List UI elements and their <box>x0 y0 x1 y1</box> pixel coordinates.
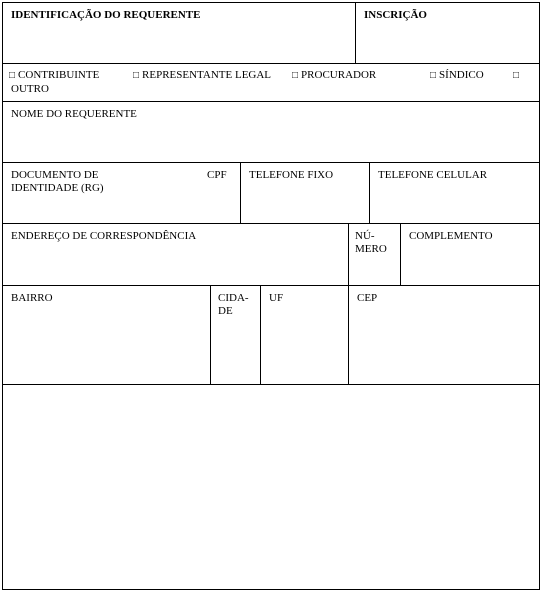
option-procurador[interactable]: □ PROCURADOR <box>292 69 377 81</box>
checkbox-icon: □ <box>292 70 299 81</box>
complemento-field[interactable]: COMPLEMENTO <box>409 230 493 242</box>
requester-identification-form <box>2 2 540 590</box>
option-representante-legal[interactable]: □ REPRESENTANTE LEGAL <box>133 69 272 81</box>
endereco-field[interactable]: ENDEREÇO DE CORRESPONDÊNCIA <box>11 230 197 242</box>
checkbox-icon: □ <box>9 70 16 81</box>
checkbox-icon: □ <box>430 70 437 81</box>
nome-field[interactable]: NOME DO REQUERENTE <box>11 108 137 120</box>
row-divider <box>3 63 539 64</box>
option-sindico[interactable]: □ SÍNDICO <box>430 69 484 81</box>
cep-field[interactable]: CEP <box>357 292 378 304</box>
option-outro-label: OUTRO <box>11 83 49 95</box>
option-outro-checkbox[interactable] <box>513 69 522 81</box>
option-contribuinte[interactable]: □ CONTRIBUINTE <box>9 69 100 81</box>
uf-field[interactable]: UF <box>269 292 284 304</box>
checkbox-icon: □ <box>133 70 140 81</box>
cpf-field[interactable]: CPF <box>207 169 227 181</box>
telefone-fixo-field[interactable]: TELEFONE FIXO <box>249 169 334 181</box>
checkbox-icon: □ <box>513 70 520 81</box>
numero-field[interactable]: NÚ-MERO <box>355 230 387 255</box>
section-title: IDENTIFICAÇÃO DO REQUERENTE <box>11 9 201 21</box>
documento-field[interactable]: DOCUMENTO DE IDENTIDADE (RG) <box>11 169 104 194</box>
cidade-field[interactable]: CIDA-DE <box>218 292 249 317</box>
telefone-celular-field[interactable]: TELEFONE CELULAR <box>378 169 488 181</box>
inscricao-field[interactable]: INSCRIÇÃO <box>364 9 427 21</box>
bairro-field[interactable]: BAIRRO <box>11 292 53 304</box>
blank-area <box>3 385 539 589</box>
